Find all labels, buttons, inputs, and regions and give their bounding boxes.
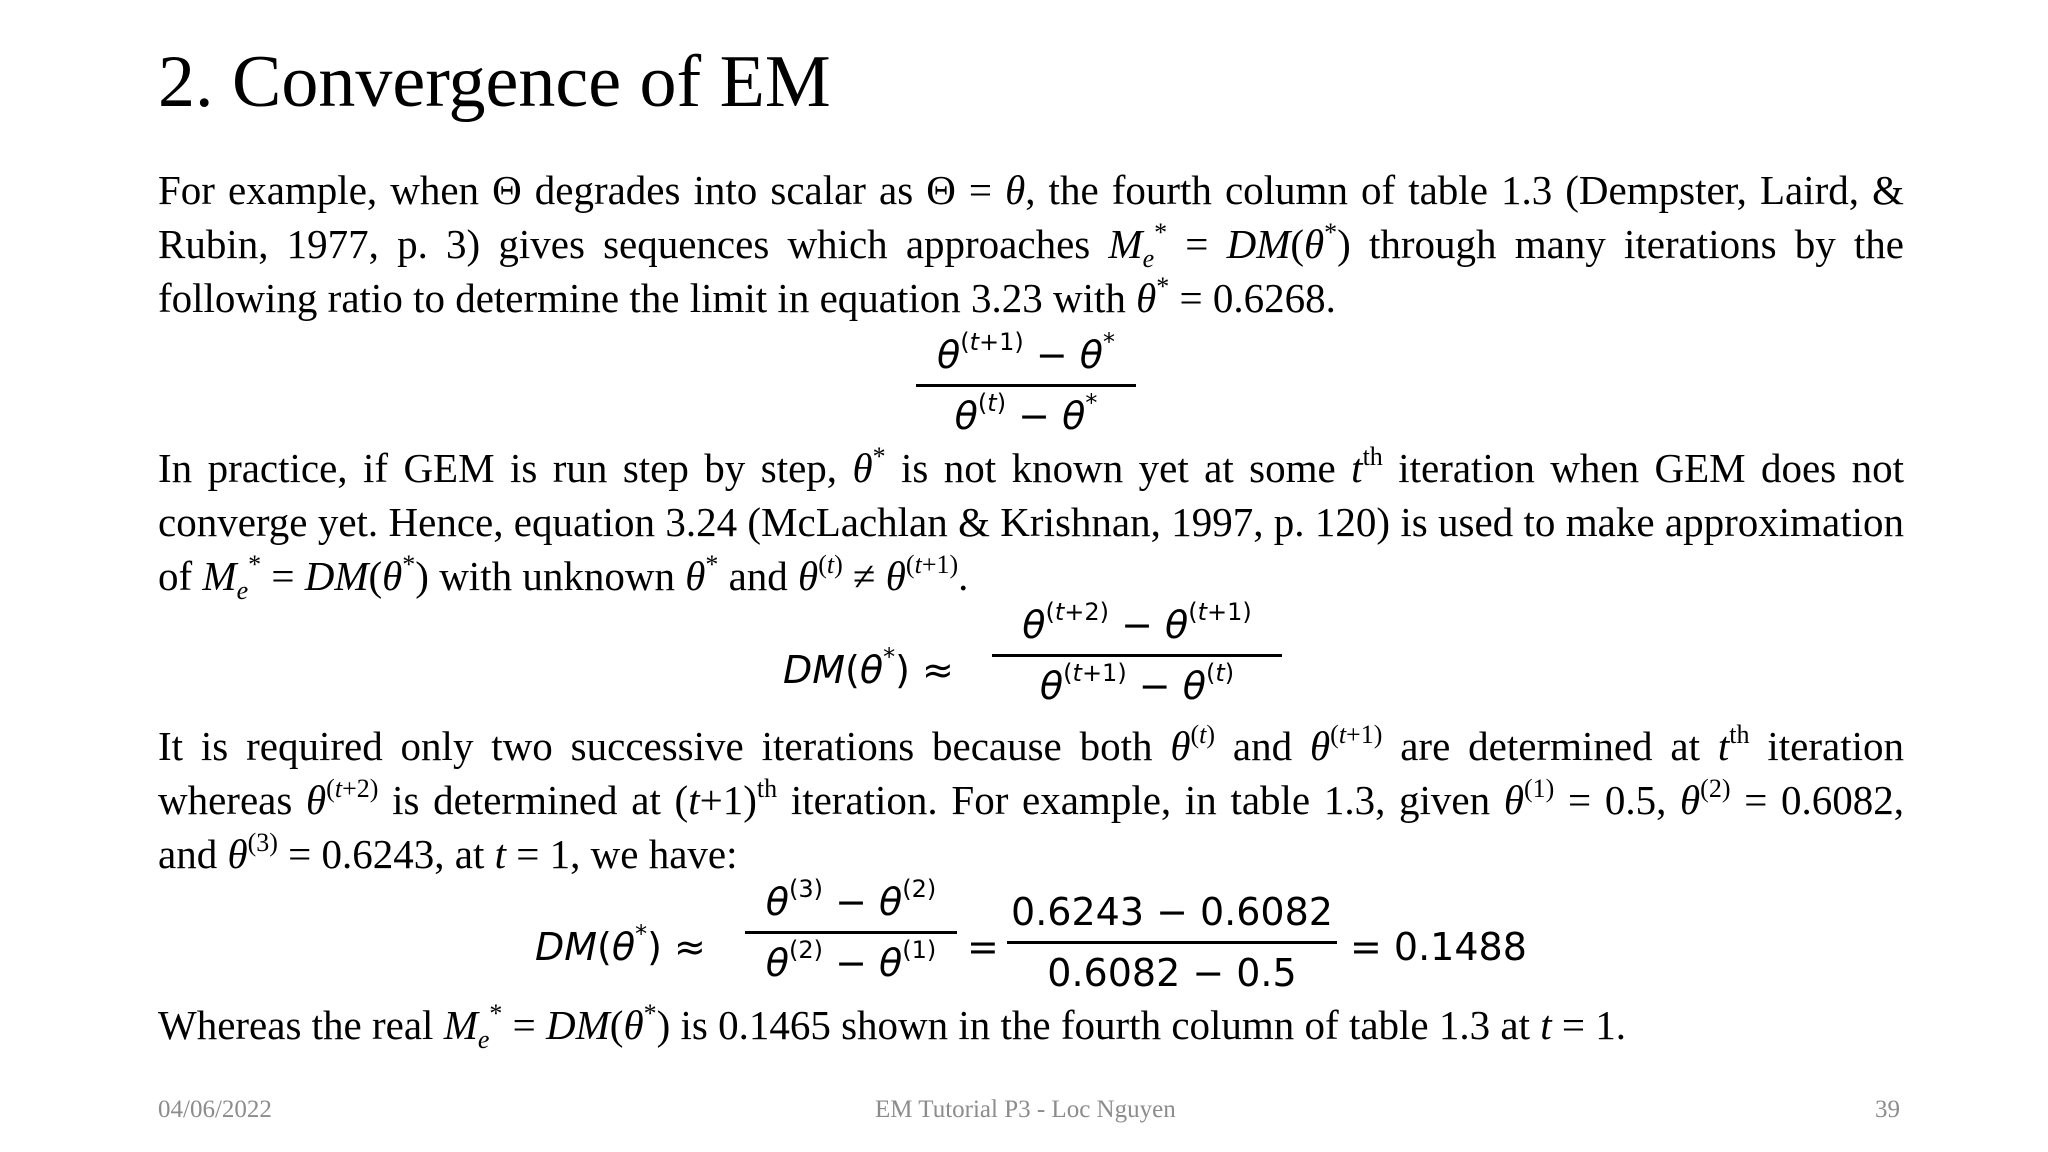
footer-page-number: 39 [1875,1096,1900,1123]
paragraph-2: In practice, if GEM is run step by step, θ* is not known yet at some $t^{th}$ iteration when GEM does not converge yet. Hence, equation 3.24 (McLachlan & Krishnan, 1997, p. 120) is used to make approximation of $M_e^* = DM(\theta^*)$ with unknown θ* and $\theta^{(t)} \ne \theta^{(t+1)}$. [158,442,1904,605]
equals-sign: = [967,925,999,969]
equation-example-fraction [745,877,957,988]
equation-dm-approx [992,600,1282,711]
equation-example-numeric-denominator: 0.6082 − 0.5 [1047,951,1297,995]
slide-title: 2. Convergence of EM [158,41,831,123]
equation-example-denominator: $\theta^{(2)} - \theta^{(1)}$ [765,936,937,985]
paragraph-3: It is required only two successive iterations because both $\theta^{(t)}$ and $\theta^{(t+1)}$ are determined at $t^{th}$ iteration whereas $\theta^{(t+2)}$ is determined at $(t+1)^{th}$ iteration. For example, in table 1.3, given $\theta^{(1)} = 0.5$, $\theta^{(2)} = 0.6082$, and $\theta^{(3)} = 0.6243$, at t = 1, we have: [158,720,1905,877]
equation-ratio [916,330,1136,441]
paragraph-1: For example, when Θ degrades into scalar as Θ = θ, the fourth column of table 1.3 (Dempster, Laird, & Rubin, 1977, p. 3) gives sequences which approaches $M_e^* = DM(\theta^*)$ through many iterations by the following ratio to determine the limit in equation 3.23 with θ* = 0.6268. [158,167,1904,321]
equation-example-numeric-numerator: 0.6243 − 0.6082 [1011,890,1333,934]
paragraph-4: Whereas the real $M_e^* = DM(\theta^*)$ is 0.1465 shown in the fourth column of table 1.3 at t = 1. [158,999,1627,1054]
equation-example-numeric-fraction [1007,887,1337,998]
fraction-bar [745,931,957,934]
footer-date: 04/06/2022 [158,1096,272,1123]
equation-dm-approx-numerator: $\theta^{(t+2)} - \theta^{(t+1)}$ [1022,598,1252,647]
equation-example-result: = 0.1488 [1350,925,1527,969]
equation-example-lhs: DM(θ*) ≈ [535,920,706,969]
footer-title: EM Tutorial P3 - Loc Nguyen [875,1096,1176,1123]
fraction-bar [1007,941,1337,944]
fraction-bar [916,384,1136,387]
fraction-bar [992,654,1282,657]
equation-dm-approx-denominator: $\theta^{(t+1)} - \theta^{(t)}$ [1039,659,1235,708]
equation-ratio-numerator: $\theta^{(t+1)} - \theta^*$ [936,328,1116,377]
equation-example-numerator: $\theta^{(3)} - \theta^{(2)}$ [765,875,937,924]
equation-ratio-denominator: $\theta^{(t)} - \theta^*$ [954,389,1098,438]
equation-dm-approx-lhs: DM(θ*) ≈ [783,643,954,692]
